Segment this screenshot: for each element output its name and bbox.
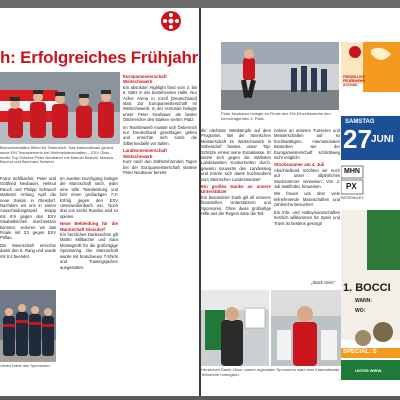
sponsor-caption: Herzlichen Dank! Ohne unsere regionalen Sponsoren wäre eine internationale Teilnahme unmöglich. <box>201 367 340 377</box>
paragraph: Abschließend möchten wir noch auf unser alljährliches Stocksommer verweisen: Von 4. Juli stattfindet, hinweisen. <box>274 167 340 190</box>
brand-px-logo: PX <box>346 182 357 191</box>
section-heading: Ein großes Danke an unsere Unterstützer <box>201 184 271 195</box>
left-page <box>0 8 199 396</box>
paragraph: Ein absoluter Highlight fand vom 3. bis 6. März in der bestehenden Halle. Nur Acher Arena in Inzell (Deutschland) statt. Zur Europameisterschaft im Weitschewerb. In der Vorrunde belegte unser Peter Neubauer als bester Österreicher den starken vierten Platz. <box>123 84 197 123</box>
ad-special: SPECIAL: S <box>343 349 377 355</box>
mannschaft-photo <box>0 290 56 362</box>
club-logo-icon <box>160 10 182 32</box>
paragraph: Ein herzliches Dankeschön gilt Martin Millbacher und Sara Montagnolli für die großzügige Sponsoring. Die Mannschaft wurde mit brandneuen T-Shirts und Trainingsjacken ausgestattet. <box>60 232 118 270</box>
ad-footer: UNTER WWW. <box>355 368 383 373</box>
advertisement-column <box>341 42 400 380</box>
article-headline: h: Erfolgreiches Frühjahr <box>0 48 199 67</box>
paragraph: Ein besonderer Dank gilt all unseren finanziellen Unterstützern und Sponsoren. Ohne diese großartige Hilfe aus der Region wäre die Teil- <box>201 194 271 217</box>
mannschaft-caption: Vielen Dank den Sponsoren. <box>0 363 51 368</box>
ad-when: WANN: <box>355 298 372 304</box>
athlete-photo-caption: Peter Neubauer belegte im Finale des EM-Einzelbewerbs den hervorragenden 4. Platz. <box>221 111 331 121</box>
top-margin <box>0 0 400 8</box>
date-number: 27 <box>343 124 372 154</box>
brand-sub: PATRON•LEX <box>341 196 364 200</box>
left-column-1 <box>0 176 56 286</box>
paragraph: nahme an unseren Turnieren und Meisterschaften auf so hochkarätigem, internationalen Bewerben wie der Europameisterschaft schlichtweg nicht möglich! <box>274 128 340 161</box>
signature: „Stock Gleis" <box>311 280 336 285</box>
section-heading: Stocksommer am 4. Juli <box>274 162 325 168</box>
sponsor-photo-1 <box>201 290 269 366</box>
left-column-2 <box>60 176 118 391</box>
section-heading: Landesmeisterschaft Weitschewerb <box>123 148 167 159</box>
paragraph: Die Mannschaft erreichte damit den 5. Rang und wurde mit 6:4 beendet. <box>0 242 56 259</box>
left-column-3 <box>123 72 197 390</box>
boccia-title: 1. BOCCI <box>343 282 391 294</box>
team-photo <box>0 72 120 144</box>
right-column-2 <box>274 128 340 280</box>
paragraph: Im Teambewerb musste sich Österreich nur Deutschland geschlagen geben und erreichte sich somit die Silbermedaille vor Italien. <box>123 124 197 146</box>
paragraph: Kurz nach den kräftezehrenden Tagen bei der Europameisterschaft startete Peter Neubauer bereits <box>123 159 197 175</box>
team-photo-caption: Bronzemedailles Silber für Österreich: Das Nationalteam gleicht seine EM-Teamsiemerin bei Weltmeisterschaften – ESV Gleis-dorfer Top-Schütze Peter Neubauer mit Manuel Belschl, Markus Bischof und Bernhard Neberer. <box>0 145 114 165</box>
club-name: FREIWILLIGE FEUERWEHR ASCHAU <box>343 75 365 87</box>
ad-where: WO: <box>355 308 366 314</box>
brand-logo: MHN <box>344 168 360 175</box>
paragraph: die nächsten Wettkämpfe auf dem Programm. Bei der Steirischen Meisterschaft im Weitschewerb in Söbersdorf bewies unser Top-Schütze erneut seine Extraklasse. Er setzte sich gegen die stärksten Landesweiten Konkurrenten durch, gewann souverän den Landessieg und krönte sich damit hochverdient zum Steirischen Landesmeister! <box>201 128 271 182</box>
sponsor-photo-2 <box>271 290 341 366</box>
paragraph: Wir freuen uns über viele teilnehmende Mannschaften und zahlreiche Besucher! <box>274 191 340 208</box>
paragraph: Ein Info- und Hobbymannschaften herzlich willkommen für Speis und Trank ist bestens gesorgt! <box>274 209 340 226</box>
date-month: JUNI <box>371 134 394 145</box>
section-heading: Europameisterschaft Weitschewerb <box>123 74 167 85</box>
athlete-photo <box>221 42 339 110</box>
section-heading: Neue Bekleidung für die Mannschaft Gleisdorf <box>60 221 118 232</box>
right-column-1 <box>201 128 271 288</box>
paragraph: Franz Zehlbacher, Peter und Gottfried Neubauer, Helmut Rauch und Philipp Schwarzl starteten Anfang April die neue Saison in Gleisdorf. Nachdem wir uns in einem Ausscheidungsspiel knapp mit 8:9 gegen den ESV Sinabelkirchen durchsetzen konnten, verloren wir das Finale mit 3:2 gegen ESV Pöllau. <box>0 176 56 241</box>
date-day: SAMSTAG <box>345 119 375 125</box>
paragraph: Im zweiten Durchgang belegte die Mannschaft nach, jeder eine tolle Teamleistung und fuhr einen großartigen 7:3-Erfolg gegen den ESV Unterweißenbach ein. Noch drei von sechs Runden sind zu spielen. <box>60 176 118 219</box>
